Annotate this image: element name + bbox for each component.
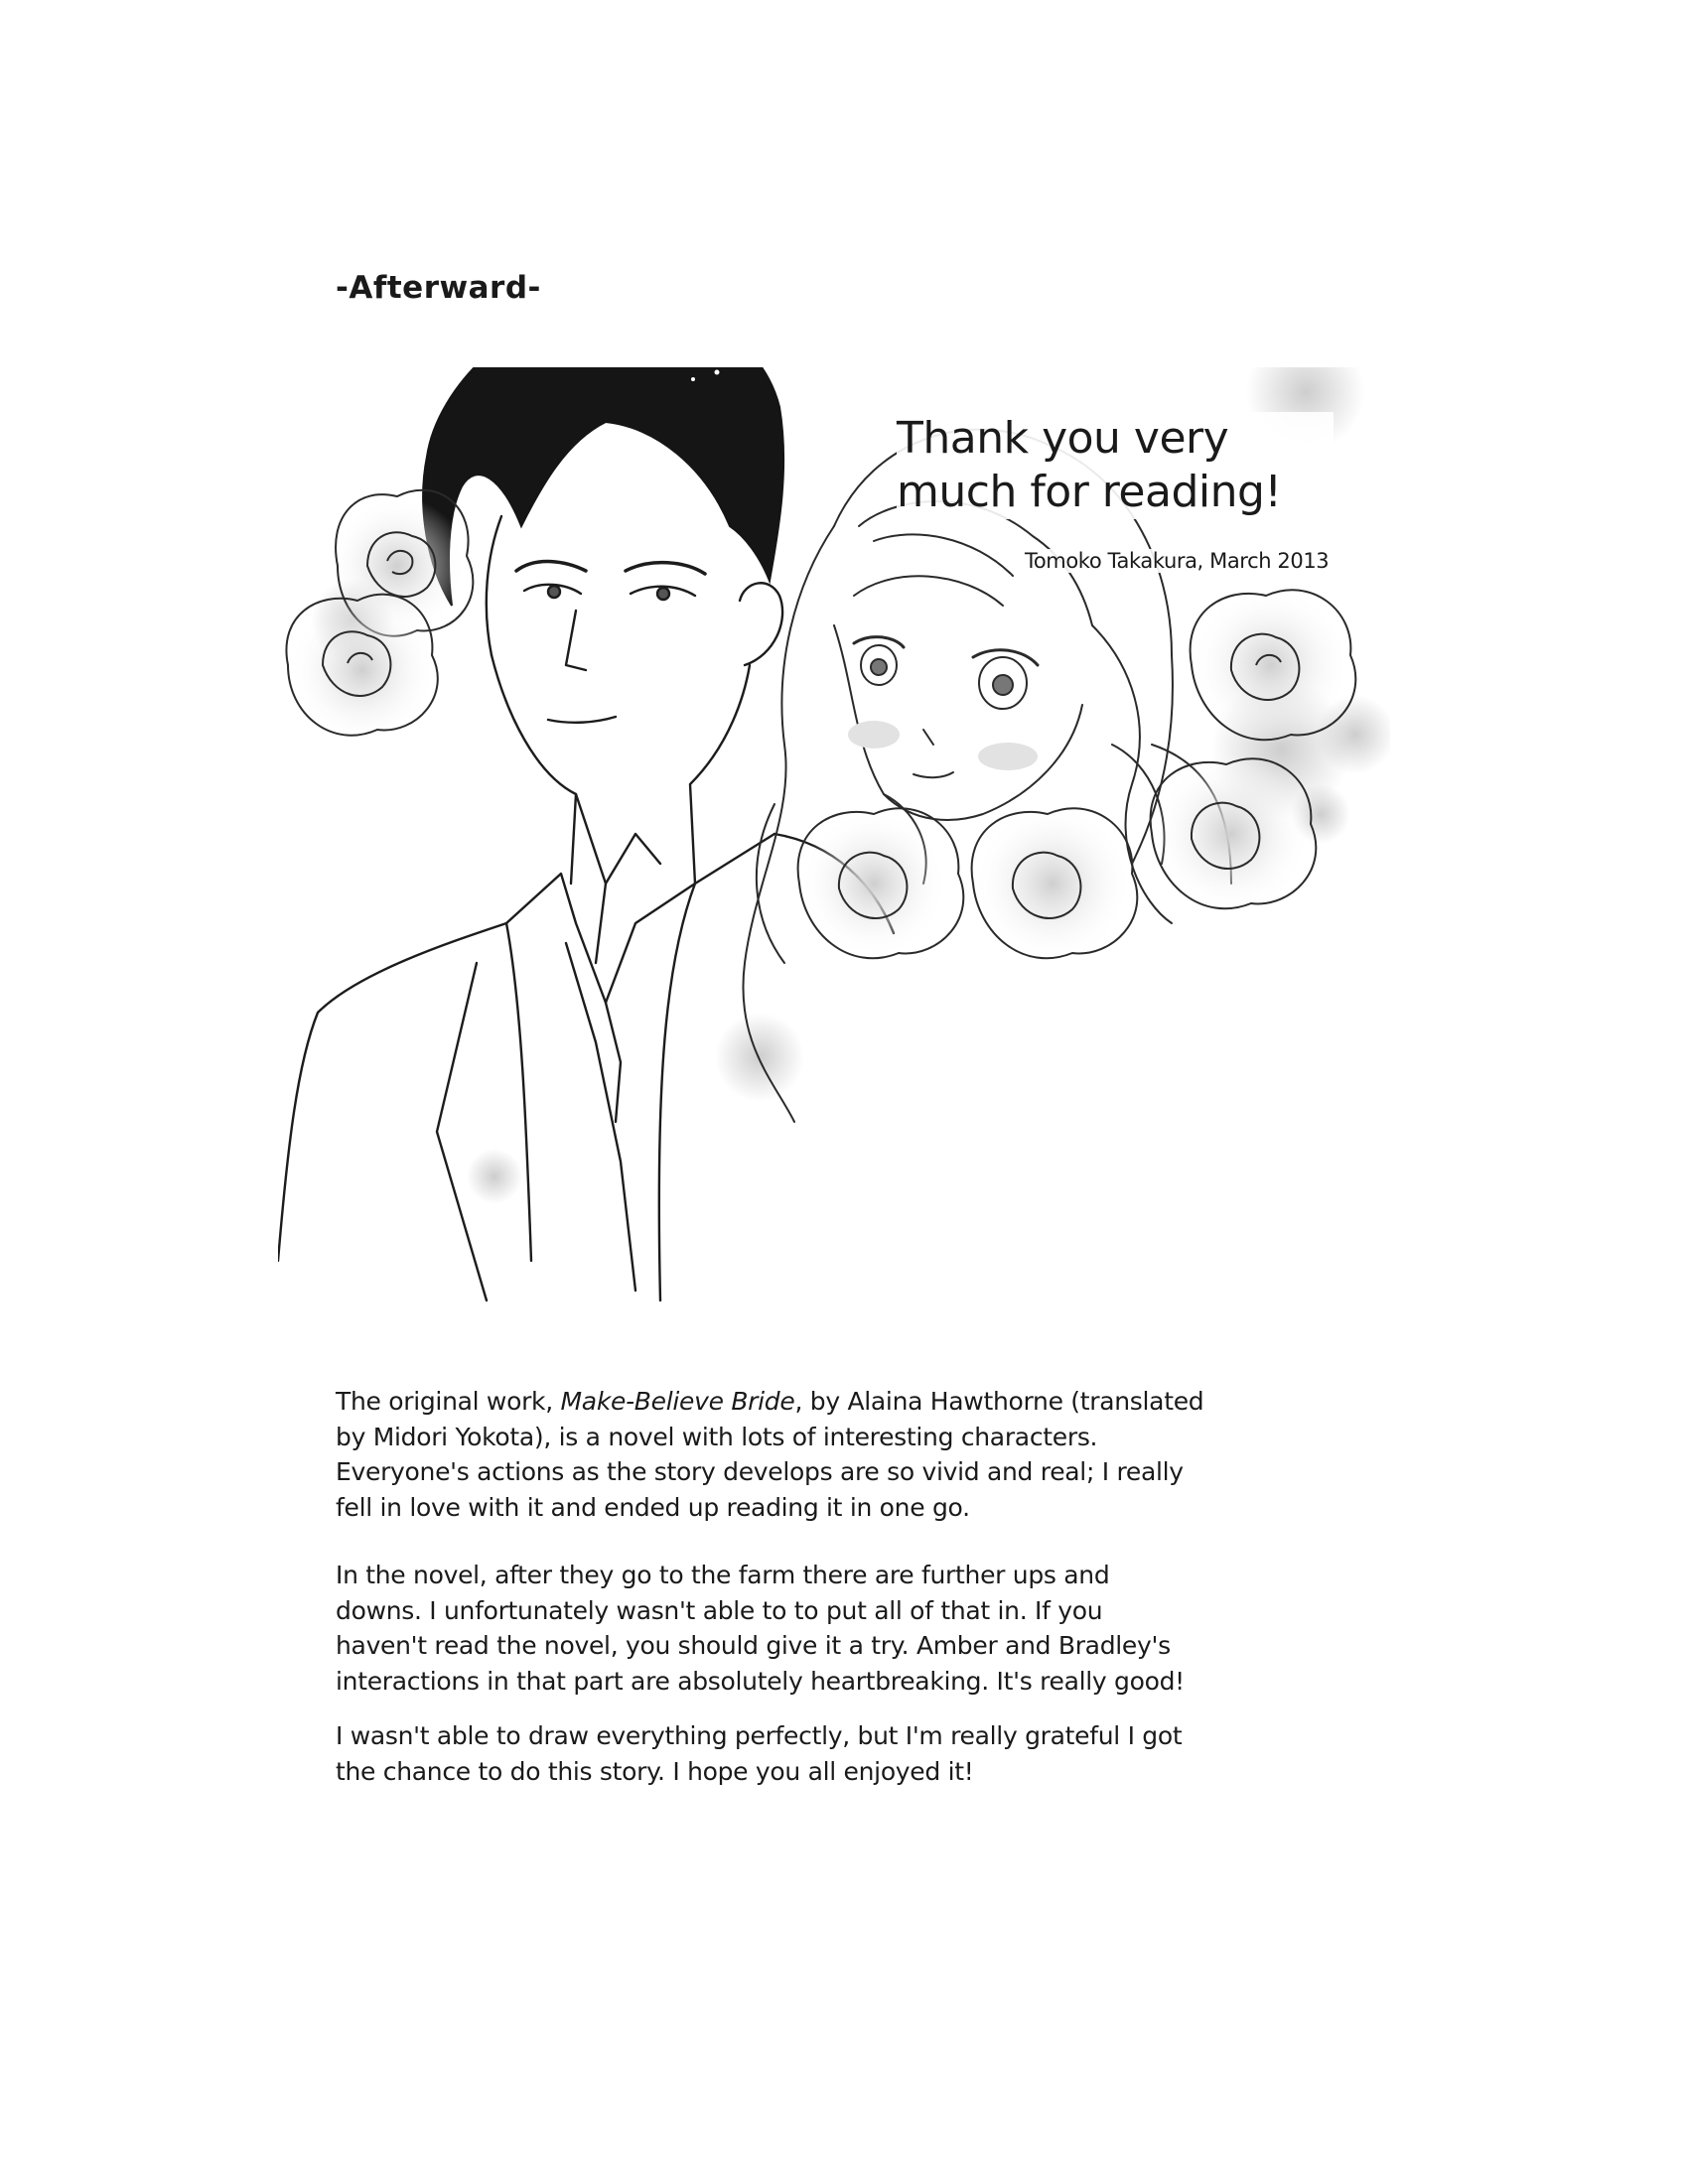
woman-blush-left: [848, 721, 900, 749]
paragraph-1-line-1: The original work, Make-Believe Bride, by Alaina Hawthorne (translated: [336, 1387, 1204, 1416]
author-signature: Tomoko Takakura, March 2013: [1025, 549, 1342, 573]
man-hair: [423, 367, 783, 606]
thank-you-message: [897, 412, 1334, 519]
paragraph-2-line-1: In the novel, after they go to the farm there are further ups and: [336, 1561, 1110, 1589]
paragraph-1-line-3: Everyone's actions as the story develops are so vivid and real; I really: [336, 1457, 1184, 1486]
paragraph-1-line-4: fell in love with it and ended up reading it in one go.: [336, 1492, 970, 1522]
book-title: Make-Believe Bride: [560, 1387, 795, 1416]
rose-bottom-left: [798, 808, 964, 958]
rose-bottom-center: [972, 804, 1138, 963]
paragraph-2-line-2: downs. I unfortunately wasn't able to to put all of that in. If you: [336, 1595, 1103, 1625]
page-heading: -Afterward-: [336, 270, 541, 306]
woman-figure: [743, 430, 1231, 1122]
afterword-body: [336, 1384, 1329, 1789]
paragraph-2: [336, 1558, 1329, 1699]
paragraph-2-line-3: haven't read the novel, you should give it a try. Amber and Bradley's: [336, 1631, 1171, 1660]
woman-blush-right: [978, 743, 1038, 770]
paragraph-3-line-1: I wasn't able to draw everything perfectly, but I'm really grateful I got: [336, 1721, 1183, 1750]
paragraph-1-line-2: by Midori Yokota), is a novel with lots of interesting characters.: [336, 1422, 1098, 1451]
thank-you-line-2: much for reading!: [897, 467, 1282, 517]
paragraph-3-line-2: the chance to do this story. I hope you all enjoyed it!: [336, 1756, 974, 1786]
paragraph-3: [336, 1718, 1329, 1789]
paragraph-1: [336, 1384, 1329, 1525]
paragraph-2-line-4: interactions in that part are absolutely heartbreaking. It's really good!: [336, 1666, 1185, 1696]
thank-you-line-1: Thank you very: [897, 413, 1229, 464]
